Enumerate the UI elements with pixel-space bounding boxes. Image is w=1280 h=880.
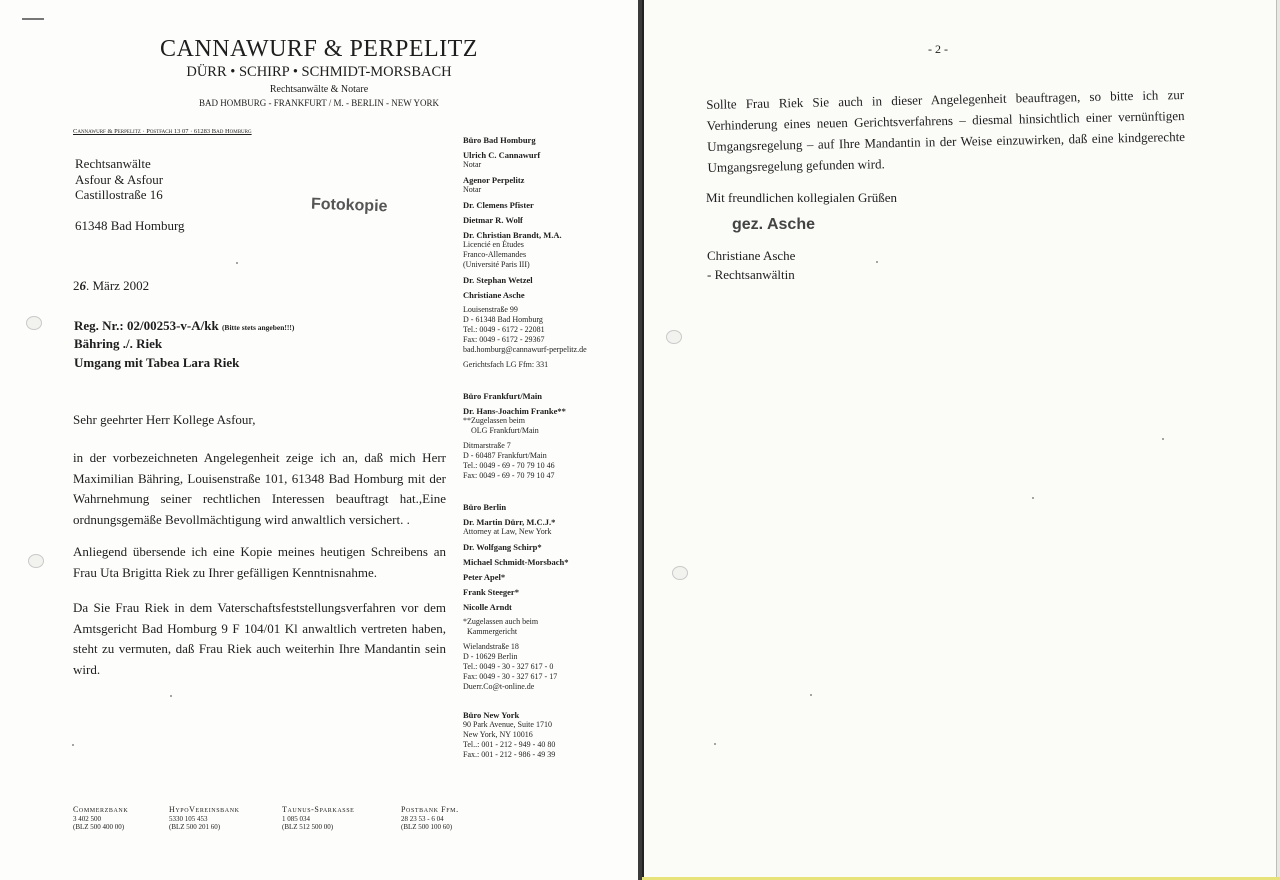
office-address: D - 60487 Frankfurt/Main (463, 451, 547, 460)
firm-partners: DÜRR • SCHIRP • SCHMIDT-MORSBACH (186, 64, 452, 80)
office-email: Duerr.Co@t-online.de (463, 682, 535, 691)
bank-blz: (BLZ 512 500 00) (282, 823, 334, 831)
office-heading: Büro New York (463, 710, 520, 720)
firm-cities: BAD HOMBURG - FRANKFURT / M. - BERLIN - NEW YORK (198, 98, 440, 108)
office-address: D - 10629 Berlin (463, 652, 518, 661)
partner-name: Agenor Perpelitz (463, 175, 525, 185)
page-edge (1276, 0, 1280, 880)
partner-title: Notar (463, 185, 482, 194)
office-heading: Büro Bad Homburg (463, 135, 536, 145)
partner-note: Kammergericht (467, 627, 518, 636)
scan-speck (170, 695, 172, 697)
partner-name: Dr. Hans-Joachim Franke** (463, 406, 566, 416)
recipient-line-3: Castillostraße 16 (75, 187, 163, 202)
salutation: Sehr geehrter Herr Kollege Asfour, (73, 412, 256, 427)
reference-subject: Umgang mit Tabea Lara Riek (74, 355, 240, 370)
office-heading: Büro Berlin (463, 502, 507, 512)
signer-title: - Rechtsanwältin (707, 267, 795, 282)
office-email: bad.homburg@cannawurf-perpelitz.de (463, 345, 587, 354)
punch-hole (672, 566, 688, 580)
recipient-line-4: 61348 Bad Homburg (75, 218, 185, 233)
partner-name: Michael Schmidt-Morsbach* (463, 557, 569, 567)
partner-name: Christiane Asche (463, 290, 525, 300)
partner-name: Dr. Clemens Pfister (463, 200, 534, 210)
sidebar-office-frankfurt (463, 391, 633, 481)
date-handwritten-correction: 6 (79, 278, 86, 293)
office-address: Ditmarstraße 7 (463, 441, 511, 450)
scan-speck (876, 261, 878, 263)
page-number: - 2 - (928, 42, 948, 56)
scan-speck (1032, 497, 1034, 499)
bank-blz: (BLZ 500 100 60) (401, 823, 453, 831)
partner-title: Notar (463, 160, 482, 169)
firm-name: CANNAWURF & PERPELITZ (160, 36, 478, 62)
partner-name: Ulrich C. Cannawurf (463, 150, 541, 160)
reference-parties: Bähring ./. Riek (74, 336, 163, 351)
reg-nr: Reg. Nr.: 02/00253-v-A/kk (74, 318, 219, 333)
scan-speck (72, 744, 74, 746)
reg-note: (Bitte stets angeben!!!) (221, 323, 295, 332)
partner-name: Frank Steeger* (463, 587, 519, 597)
partner-detail: Licencié en Études (463, 240, 524, 249)
signer-name: Christiane Asche (707, 248, 796, 263)
bank-account: 1 085 034 (282, 814, 310, 823)
partner-name: Nicolle Arndt (463, 602, 512, 612)
office-phone: Tel.: 0049 - 30 - 327 617 - 0 (463, 662, 554, 671)
bank-postbank (401, 806, 459, 832)
punch-hole (28, 554, 44, 568)
partner-detail: OLG Frankfurt/Main (471, 426, 539, 435)
office-fax: Fax: 0049 - 69 - 70 79 10 47 (463, 471, 555, 480)
bank-blz: (BLZ 500 201 60) (169, 823, 221, 831)
firm-subtitle: Rechtsanwälte & Notare (269, 84, 369, 95)
partner-name: Dr. Wolfgang Schirp* (463, 542, 542, 552)
office-address: New York, NY 10016 (463, 730, 533, 739)
letter-date (73, 278, 149, 294)
bank-hypovereinsbank (169, 806, 240, 832)
partner-detail: Franco-Allemandes (463, 250, 527, 259)
closing-formula: Mit freundlichen kollegialen Grüßen (706, 190, 897, 205)
punch-hole (26, 316, 42, 330)
office-heading: Büro Frankfurt/Main (463, 391, 542, 401)
scan-speck (714, 743, 716, 745)
date-prefix: 2 (73, 278, 80, 293)
sidebar-office-new-york (463, 710, 633, 760)
scan-speck (236, 262, 238, 264)
office-phone: Tel.: 0049 - 6172 - 22081 (463, 325, 545, 334)
partner-detail: **Zugelassen beim (463, 416, 525, 425)
sidebar-office-berlin (463, 502, 633, 692)
office-fax: Fax: 0049 - 6172 - 29367 (463, 335, 545, 344)
bank-account: 3 402 500 (73, 814, 101, 823)
office-address: Wielandstraße 18 (463, 642, 519, 651)
corner-mark (22, 18, 44, 20)
partner-name: Dr. Christian Brandt, M.A. (463, 230, 562, 240)
scan-speck (1162, 438, 1164, 440)
partner-name: Dr. Martin Dürr, M.C.J.* (463, 517, 556, 527)
bank-account: 28 23 53 - 6 04 (401, 814, 444, 823)
office-court-box: Gerichtsfach LG Ffm: 331 (463, 360, 549, 369)
body-paragraph-1: in der vorbezeichneten Angelegenheit zeige ich an, daß mich Herr Maximilian Bähring, Louisenstraße 101, 61348 Bad Homburg mit der Wahrnehmung seiner rechtlichen Interessen beauftragt hat.,Eine ordnungsgemäße Bevollmächtigung wird anwaltlich versichert. . (73, 450, 446, 527)
punch-hole (666, 330, 682, 344)
bank-name: Commerzbank (73, 805, 129, 814)
office-address: 90 Park Avenue, Suite 1710 (463, 720, 552, 729)
recipient-line-1: Rechtsanwälte (75, 156, 151, 171)
body-paragraph-3: Da Sie Frau Riek in dem Vaterschaftsfeststellungsverfahren vor dem Amtsgericht Bad Homburg 9 F 104/01 Kl anwaltlich vertreten haben, steht zu vermuten, daß Frau Riek auch weiterhin Ihre Mandantin sein wird. (73, 600, 446, 677)
office-fax: Fax: 0049 - 30 - 327 617 - 17 (463, 672, 558, 681)
reference-number (74, 318, 294, 334)
partner-name: Peter Apel* (463, 572, 506, 582)
bank-name: Taunus-Sparkasse (282, 805, 355, 814)
recipient-line-2: Asfour & Asfour (75, 172, 164, 187)
sidebar-office-bad-homburg (463, 135, 633, 370)
office-address: D - 61348 Bad Homburg (463, 315, 543, 324)
bank-name: Postbank Ffm. (401, 805, 459, 814)
office-phone: Tel..: 001 - 212 - 949 - 40 80 (463, 740, 556, 749)
partner-detail: Attorney at Law, New York (463, 527, 552, 536)
fotokopie-stamp: Fotokopie (310, 195, 388, 216)
office-fax: Fax.: 001 - 212 - 986 - 49 39 (463, 750, 556, 759)
partner-name: Dietmar R. Wolf (463, 215, 523, 225)
partner-note: *Zugelassen auch beim (463, 617, 539, 626)
date-rest: . März 2002 (86, 278, 150, 293)
body-paragraph-2: Anliegend übersende ich eine Kopie meines heutigen Schreibens an Frau Uta Brigitta Riek zu Ihrer gefälligen Kenntnisnahme. (73, 544, 446, 580)
letter-page-1 (0, 0, 639, 880)
signature-stamp: gez. Asche (732, 216, 815, 233)
office-phone: Tel.: 0049 - 69 - 70 79 10 46 (463, 461, 555, 470)
sender-return-address: Cannawurf & Perpelitz · Postfach 13 07 · 61283 Bad Homburg (73, 128, 252, 135)
bank-name: HypoVereinsbank (169, 805, 240, 814)
bank-taunus-sparkasse (282, 806, 354, 832)
scan-speck (810, 694, 812, 696)
office-address: Louisenstraße 99 (463, 305, 518, 314)
bank-account: 5330 105 453 (169, 814, 208, 823)
body-paragraph-page-2: Sollte Frau Riek Sie auch in dieser Angelegenheit beauftragen, so bitte ich zur Verhinderung eines neuen Gerichtsverfahrens – diesmal hinsichtlich einer vernünftigen Umgangsregelung – auf Ihre Mandantin in der Weise einzuwirken, daß eine kindgerechte Umgangsregelung gefunden wird. (706, 86, 1186, 175)
partner-detail: (Université Paris III) (463, 260, 530, 269)
bank-blz: (BLZ 500 400 00) (73, 823, 125, 831)
bank-commerzbank (73, 806, 128, 832)
partner-name: Dr. Stephan Wetzel (463, 275, 533, 285)
